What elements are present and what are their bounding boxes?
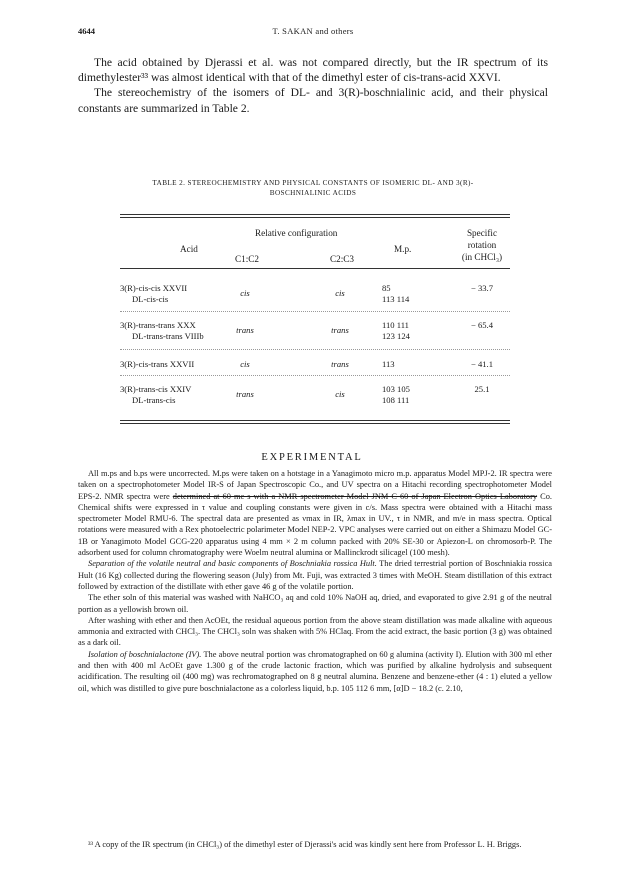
row-separator: [120, 311, 510, 312]
header-c2c3: C2:C3: [330, 254, 354, 264]
row-c2c3: trans: [331, 359, 349, 369]
table-top-rule-2: [120, 217, 510, 218]
row-rotation: − 65.4: [470, 320, 494, 330]
footnote: [78, 839, 552, 850]
row-c1c2: trans: [236, 325, 254, 335]
row-acid-dl: DL-cis-cis: [132, 294, 169, 304]
experimental-p2-title-b: Boschniakia rossica Hult.: [289, 559, 377, 569]
row-rotation: 25.1: [474, 384, 490, 394]
table-header: [120, 222, 510, 270]
row-c2c3: cis: [335, 389, 345, 399]
row-mp-3r: 113: [382, 359, 395, 369]
row-acid-3r: 3(R)-trans-cis XXIV: [120, 384, 192, 394]
table-row: [120, 283, 510, 311]
table-caption-line-1: TABLE 2. STEREOCHEMISTRY AND PHYSICAL CONSTANTS OF ISOMERIC DL- AND 3(R)-: [152, 179, 474, 187]
table-caption: [98, 178, 528, 198]
row-acid-3r: 3(R)-cis-cis XXVII: [120, 283, 188, 293]
row-c1c2: trans: [236, 389, 254, 399]
row-c1c2: cis: [240, 288, 250, 298]
table-header-rule: [120, 268, 510, 269]
table-row: [120, 384, 510, 412]
experimental-p1-rest: Co. Chemical shifts were expressed in τ value and coupling constants were given in c/s. Mass spectra were obtained with a Hitachi mass spectrometer Model RMU-6. The spectral data are presented as νmax in IR, λmax in UV., τ in NMR, and m/e in mass spectra. Optical rotations were measured with a Rex photoelectric polarimeter Model NEP-2. VPC analyses were carried out on either a Shimazu Model GC-1B or Yanagimoto Model GCG-220 apparatus using 4 mm × 2 m column packed with 20% SE-30 or Apiezon-L on chromosorb-P. The adsorbent used for column chromatography were Woelm neutral alumina or Mallinckrodt silicagel (100 mesh).: [78, 491, 552, 558]
row-mp-3r: 85: [382, 283, 391, 293]
header-acid: Acid: [180, 244, 198, 254]
experimental-text: [78, 468, 552, 694]
page-number: 4644: [78, 26, 95, 36]
experimental-paragraph-4: After washing with ether and then AcOEt, the residual aqueous portion from the above steam distillation was made alkaline with aqueous ammonia and extracted with CHCl₃. The CHCl₃ soln was shaken with 5% HClaq. From the acid extract, the basic portion (3 g) was obtained as a dark oil.: [78, 615, 552, 648]
table-bottom-rule-2: [120, 423, 510, 424]
experimental-p1-start: All m.ps and b.ps were uncorrected. M.ps were taken on a hotstage in a Yanagimoto micro m.p. apparatus Model MPJ-2. IR spectra were taken on a spectrophotometer Model IR-S of Japan Spectroscopic Co., and UV spectra on a Hitachi recording spectrophotometer Model EPS-2. NMR spectra were: [78, 469, 552, 501]
table-2: [120, 222, 510, 270]
header-c1c2: C1:C2: [235, 254, 259, 264]
row-c2c3: trans: [331, 325, 349, 335]
table-bottom-rule: [120, 420, 510, 421]
row-acid-dl: DL-trans-cis: [132, 395, 176, 405]
table-top-rule: [120, 214, 510, 215]
table-caption-line-2: BOSCHNIALINIC ACIDS: [269, 189, 357, 197]
section-title-experimental: EXPERIMENTAL: [261, 452, 363, 463]
header-mp: M.p.: [394, 244, 412, 254]
row-rotation: − 41.1: [470, 359, 494, 369]
row-mp-3r: 103 105: [382, 384, 410, 394]
page-header: [78, 26, 548, 40]
footnote-33: ³³ A copy of the IR spectrum (in CHCl₃) of the dimethyl ester of Djerassi's acid was kindly sent here from Professor L. H. Briggs.: [88, 840, 522, 849]
row-acid-dl: DL-trans-trans VIIIb: [132, 331, 204, 341]
experimental-p5-title: Isolation of boschnialactone (IV).: [88, 649, 202, 659]
table-row: [120, 320, 510, 348]
row-mp-dl: 123 124: [382, 331, 410, 341]
row-mp-dl: 108 111: [382, 395, 410, 405]
row-separator: [120, 349, 510, 350]
row-c2c3: cis: [335, 288, 345, 298]
row-c1c2: cis: [240, 359, 250, 369]
experimental-paragraph-2: [78, 558, 552, 592]
row-mp-3r: 110 111: [382, 320, 409, 330]
experimental-paragraph-3: The ether soln of this material was washed with NaHCO₃ aq and cold 10% NaOH aq, dried, and evaporated to give 2.91 g of the neutral portion as a yellowish brown oil.: [78, 593, 552, 614]
experimental-paragraph-1: [78, 468, 552, 558]
experimental-paragraph-5: [78, 649, 552, 694]
struck-through-line: determined at 60 mc s with a NMR spectrometer Model JNM C 60 of Japan Electron Optics Laboratory: [172, 491, 538, 501]
table-row: [120, 359, 510, 387]
intro-paragraph-1: The acid obtained by Djerassi et al. was not compared directly, but the IR spectrum of its dimethylester³³ was almost identical with that of the dimethyl ester of cis-trans-acid XXVI.: [78, 56, 548, 85]
row-acid-3r: 3(R)-trans-trans XXX: [120, 320, 196, 330]
experimental-p2-body: The dried terrestrial portion of Boschniakia rossica Hult (16 Kg) collected during the flowering season (July) from Mt. Fuji, was extracted 3 times with MeOH. Steam distillation of this extract followed by extraction of the distillate with ether gave 46 g of the volatile portion.: [78, 559, 553, 591]
row-mp-dl: 113 114: [382, 294, 410, 304]
running-head: T. SAKAN and others: [272, 26, 354, 36]
intro-text: [78, 55, 548, 116]
header-in-chcl3: (in CHCl₃): [461, 252, 503, 262]
header-rotation: rotation: [467, 240, 497, 250]
experimental-p5-body: The above neutral portion was chromatographed on 60 g alumina (activity I). Elution with 300 ml ether and then with 400 ml AcOEt gave 1.300 g of the crude lactonic fraction, which was purified by alkaline hydrolysis and subsequent acidification. The resulting oil (400 mg) was rechromatographed on 8 g neutral alumina. Benzene and benzene-ether (4 : 1) eluted a yellow oil, which was distilled to give pure boschnialactone as a colorless liquid, b.p. 105 112 6 mm, [α]D − 18.2 (c. 2.10,: [78, 649, 552, 693]
experimental-p2-title: Separation of the volatile neutral and basic components of: [88, 559, 288, 569]
row-rotation: − 33.7: [470, 283, 494, 293]
intro-paragraph-2: The stereochemistry of the isomers of DL- and 3(R)-boschnialinic acid, and their physical constants are summarized in Table 2.: [78, 86, 548, 115]
header-relative-configuration: Relative configuration: [255, 228, 338, 238]
row-acid-3r: 3(R)-cis-trans XXVII: [120, 359, 195, 369]
header-specific: Specific: [466, 228, 498, 238]
row-separator: [120, 375, 510, 376]
